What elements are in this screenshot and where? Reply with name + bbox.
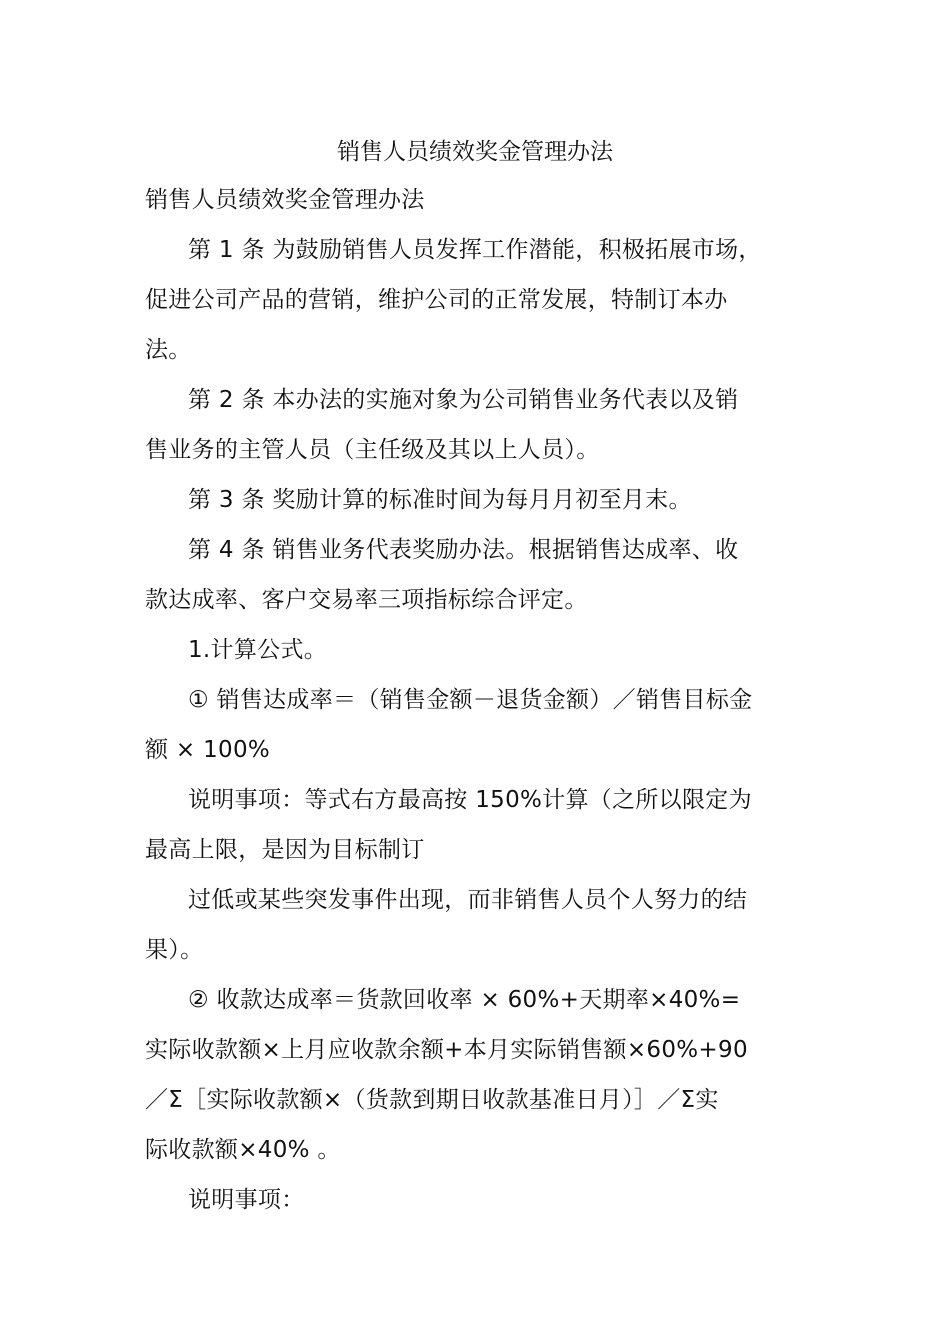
article-1-line-1: 第 1 条 为鼓励销售人员发挥工作潜能，积极拓展市场， [188,237,762,263]
article-4-line-2: 款达成率、客户交易率三项指标综合评定。 [145,587,588,613]
article-2-line-1: 第 2 条 本办法的实施对象为公司销售业务代表以及销 [188,387,739,413]
formula-heading: 1.计算公式。 [188,637,328,663]
formula-2-line-4: 际收款额×40% 。 [145,1137,341,1163]
article-3-line-1: 第 3 条 奖励计算的标准时间为每月月初至月末。 [188,487,692,513]
formula-2-line-3: ／Σ［实际收款额×（货款到期日收款基准日月）］／Σ实 [145,1087,719,1113]
note-1-line-2: 最高上限，是因为目标制订 [145,837,425,863]
note-2-heading: 说明事项： [188,1187,305,1213]
article-1-line-3: 法。 [145,337,192,363]
formula-2-line-1: ② 收款达成率＝货款回收率 × 60%+天期率×40%= [188,987,741,1013]
note-1-line-3: 过低或某些突发事件出现，而非销售人员个人努力的结 [188,887,748,913]
formula-1-line-1: ① 销售达成率＝（销售金额－退货金额）／销售目标金 [188,687,753,713]
section-heading: 销售人员绩效奖金管理办法 [145,187,425,213]
formula-2-line-2: 实际收款额×上月应收款余额+本月实际销售额×60%+90 [145,1037,748,1063]
note-1-line-1: 说明事项：等式右方最高按 150%计算（之所以限定为 [188,787,752,813]
article-4-line-1: 第 4 条 销售业务代表奖励办法。根据销售达成率、收 [188,537,739,563]
article-2-line-2: 售业务的主管人员（主任级及其以上人员）。 [145,437,600,463]
formula-1-line-2: 额 × 100% [145,737,271,763]
document-title: 销售人员绩效奖金管理办法 [337,139,613,165]
article-1-line-2: 促进公司产品的营销，维护公司的正常发展，特制订本办 [145,287,728,313]
note-1-line-4: 果）。 [145,937,204,963]
